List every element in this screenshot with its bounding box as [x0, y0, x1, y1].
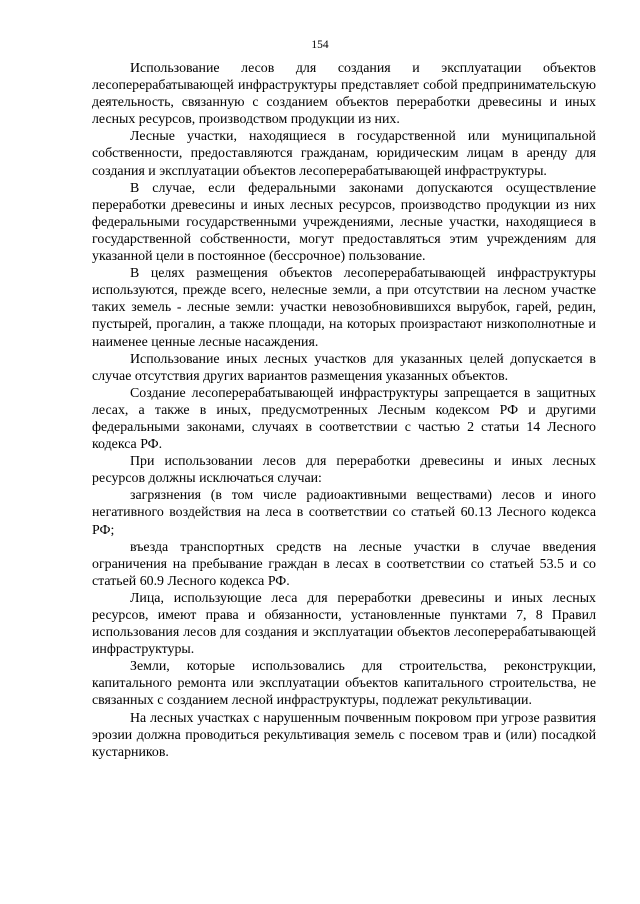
- paragraph: Использование лесов для создания и эксплуатации объектов лесоперерабатывающей инфраструктуры представляет собой предпринимательскую деятельность, связанную с созданием объектов переработки древесины и иных лесных ресурсов, производством продукции из них.: [92, 61, 596, 128]
- paragraph: Лица, использующие леса для переработки древесины и иных лесных ресурсов, имеют права и обязанности, установленные пунктами 7, 8 Правил использования лесов для создания и эксплуатации объектов лесоперерабатывающей инфраструктуры.: [92, 590, 596, 658]
- page-number: 154: [311, 39, 329, 51]
- paragraph: Земли, которые использовались для строительства, реконструкции, капитального ремонта или эксплуатации объектов капитального строительства, не связанных с созданием лесной инфраструктуры, подлежат рекультивации.: [92, 659, 596, 709]
- paragraph: При использовании лесов для переработки древесины и иных лесных ресурсов должны исключаться случаи:: [92, 454, 596, 487]
- paragraph: В целях размещения объектов лесоперерабатывающей инфраструктуры используются, прежде всего, нелесные земли, а при отсутствии на лесном участке таких земель - лесные земли: участки невозобновившихся вырубок, гарей, редин, пустырей, прогалин, а также площади, на которых произрастают низкополнотные и наименее ценные лесные насаждения.: [92, 266, 596, 350]
- list-item: загрязнения (в том числе радиоактивными веществами) лесов и иного негативного воздействия на леса в соответствии со статьей 60.13 Лесного кодекса РФ;: [92, 488, 596, 538]
- paragraph: Создание лесоперерабатывающей инфраструктуры запрещается в защитных лесах, а также в иных, предусмотренных Лесным кодексом РФ и другими федеральными законами, случаях в соответствии с частью 2 статьи 14 Лесного кодекса РФ.: [92, 385, 596, 453]
- paragraph: На лесных участках с нарушенным почвенным покровом при угрозе развития эрозии должна проводиться рекультивация земель с посевом трав и (или) посадкой кустарников.: [92, 710, 596, 760]
- paragraph: Использование иных лесных участков для указанных целей допускается в случае отсутствия других вариантов размещения указанных объектов.: [92, 351, 596, 384]
- paragraph: Лесные участки, находящиеся в государственной или муниципальной собственности, предоставляются гражданам, юридическим лицам в аренду для создания и эксплуатации объектов лесоперерабатывающей инфраструктуры.: [92, 129, 596, 179]
- list-item: въезда транспортных средств на лесные участки в случае введения ограничения на пребывание граждан в лесах в соответствии со статьей 53.5 и со статьей 60.9 Лесного кодекса РФ.: [92, 539, 596, 589]
- text-body: [92, 60, 596, 761]
- paragraph: В случае, если федеральными законами допускаются осуществление переработки древесины и иных лесных ресурсов, производство продукции из них федеральными государственными учреждениями, лесные участки, находящиеся в государственной собственности, могут предоставляться этим учреждениям для указанной цели в постоянное (бессрочное) пользование.: [92, 180, 596, 265]
